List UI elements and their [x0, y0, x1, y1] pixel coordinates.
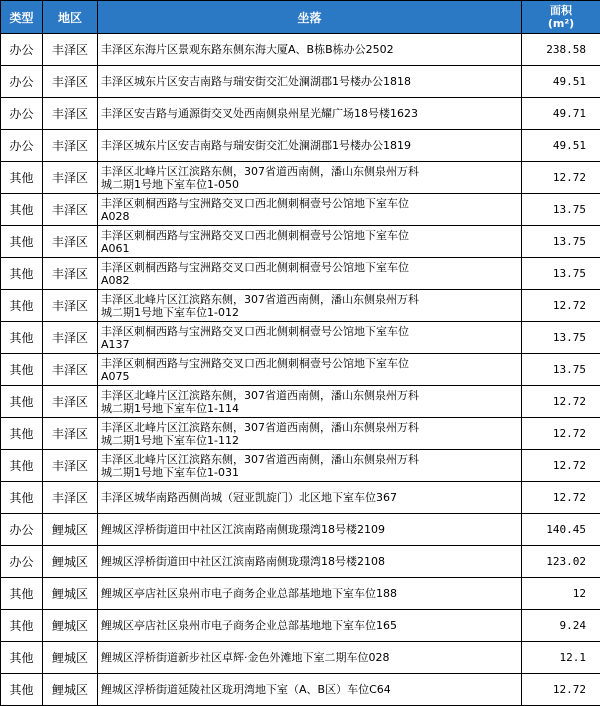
table-row — [1, 322, 600, 354]
type-cell: 其他 — [1, 322, 43, 354]
area-cell: 12.72 — [522, 386, 600, 418]
district-cell: 丰泽区 — [43, 226, 98, 258]
area-header-label: 面积 — [550, 4, 572, 17]
district-cell: 丰泽区 — [43, 482, 98, 514]
area-cell: 13.75 — [522, 194, 600, 226]
location-cell — [98, 226, 522, 258]
location-line: 丰泽区刺桐西路与宝洲路交叉口西北侧刺桐壹号公馆地下室车位 — [101, 261, 518, 274]
location-line: 鲤城区亭店社区泉州市电子商务企业总部基地地下室车位188 — [101, 587, 518, 600]
area-header — [522, 1, 600, 34]
type-cell: 其他 — [1, 642, 43, 674]
type-cell: 其他 — [1, 194, 43, 226]
location-line: 丰泽区北峰片区江滨路东侧，307省道西南侧，潘山东侧泉州万科 — [101, 389, 518, 402]
area-cell: 49.71 — [522, 98, 600, 130]
area-cell: 49.51 — [522, 130, 600, 162]
district-cell: 鲤城区 — [43, 578, 98, 610]
header-row — [1, 1, 600, 34]
type-cell: 办公 — [1, 34, 43, 66]
type-cell: 其他 — [1, 290, 43, 322]
location-line: 鲤城区浮桥街道田中社区江滨南路南侧珑璟湾18号楼2108 — [101, 555, 518, 568]
location-line: 城二期1号地下室车位1-050 — [101, 178, 518, 191]
location-cell — [98, 258, 522, 290]
location-cell — [98, 642, 522, 674]
table-row — [1, 34, 600, 66]
area-cell: 9.24 — [522, 610, 600, 642]
table-row — [1, 386, 600, 418]
type-cell: 办公 — [1, 66, 43, 98]
area-cell: 123.02 — [522, 546, 600, 578]
table-row — [1, 162, 600, 194]
type-cell: 其他 — [1, 386, 43, 418]
location-line: 鲤城区浮桥街道新步社区卓辉·金色外滩地下室二期车位028 — [101, 651, 518, 664]
location-line: 丰泽区城华南路西侧尚城（冠亚凯旋门）北区地下室车位367 — [101, 491, 518, 504]
type-cell: 其他 — [1, 482, 43, 514]
location-line: 城二期1号地下室车位1-031 — [101, 466, 518, 479]
table-row — [1, 482, 600, 514]
type-cell: 其他 — [1, 578, 43, 610]
district-cell: 鲤城区 — [43, 642, 98, 674]
district-cell: 丰泽区 — [43, 258, 98, 290]
table-row — [1, 578, 600, 610]
district-cell: 丰泽区 — [43, 354, 98, 386]
location-cell — [98, 578, 522, 610]
location-line: 丰泽区北峰片区江滨路东侧，307省道西南侧，潘山东侧泉州万科 — [101, 165, 518, 178]
location-line: 丰泽区东海片区景观东路东侧东海大厦A、B栋B栋办公2502 — [101, 43, 518, 56]
location-line: A028 — [101, 210, 518, 223]
location-cell — [98, 482, 522, 514]
location-cell — [98, 610, 522, 642]
area-cell: 12.72 — [522, 418, 600, 450]
table-row — [1, 194, 600, 226]
district-cell: 鲤城区 — [43, 546, 98, 578]
type-cell: 其他 — [1, 354, 43, 386]
type-cell: 其他 — [1, 258, 43, 290]
location-line: 鲤城区浮桥街道延陵社区珑玥湾地下室（A、B区）车位C64 — [101, 683, 518, 696]
type-cell: 其他 — [1, 418, 43, 450]
district-cell: 鲤城区 — [43, 514, 98, 546]
location-cell — [98, 66, 522, 98]
location-line: 城二期1号地下室车位1-114 — [101, 402, 518, 415]
location-cell — [98, 546, 522, 578]
area-cell: 12 — [522, 578, 600, 610]
location-cell — [98, 514, 522, 546]
district-cell: 丰泽区 — [43, 130, 98, 162]
district-cell: 丰泽区 — [43, 450, 98, 482]
location-line: 丰泽区北峰片区江滨路东侧，307省道西南侧，潘山东侧泉州万科 — [101, 421, 518, 434]
table-row — [1, 674, 600, 706]
district-cell: 丰泽区 — [43, 290, 98, 322]
table-row — [1, 610, 600, 642]
district-cell: 丰泽区 — [43, 98, 98, 130]
district-cell: 鲤城区 — [43, 674, 98, 706]
area-cell: 13.75 — [522, 258, 600, 290]
type-cell: 其他 — [1, 226, 43, 258]
district-header: 地区 — [43, 1, 98, 34]
area-cell: 12.72 — [522, 450, 600, 482]
type-cell: 办公 — [1, 546, 43, 578]
location-line: 丰泽区北峰片区江滨路东侧，307省道西南侧，潘山东侧泉州万科 — [101, 453, 518, 466]
area-cell: 13.75 — [522, 322, 600, 354]
table-row — [1, 354, 600, 386]
location-line: A061 — [101, 242, 518, 255]
type-cell: 办公 — [1, 130, 43, 162]
location-cell — [98, 130, 522, 162]
area-cell: 12.72 — [522, 674, 600, 706]
table-row — [1, 642, 600, 674]
location-header: 坐落 — [98, 1, 522, 34]
location-line: A137 — [101, 338, 518, 351]
type-cell: 其他 — [1, 162, 43, 194]
location-line: A075 — [101, 370, 518, 383]
district-cell: 丰泽区 — [43, 162, 98, 194]
location-line: 丰泽区北峰片区江滨路东侧，307省道西南侧，潘山东侧泉州万科 — [101, 293, 518, 306]
location-line: 鲤城区浮桥街道田中社区江滨南路南侧珑璟湾18号楼2109 — [101, 523, 518, 536]
location-line: 城二期1号地下室车位1-012 — [101, 306, 518, 319]
location-cell — [98, 290, 522, 322]
location-line: 丰泽区城东片区安吉南路与瑞安街交汇处澜湖郡1号楼办公1819 — [101, 139, 518, 152]
area-cell: 12.1 — [522, 642, 600, 674]
location-cell — [98, 386, 522, 418]
location-line: 城二期1号地下室车位1-112 — [101, 434, 518, 447]
area-cell: 12.72 — [522, 482, 600, 514]
location-cell — [98, 418, 522, 450]
type-cell: 其他 — [1, 674, 43, 706]
table-row — [1, 66, 600, 98]
location-line: 丰泽区刺桐西路与宝洲路交叉口西北侧刺桐壹号公馆地下室车位 — [101, 197, 518, 210]
location-line: 丰泽区安吉路与通源街交叉处西南侧泉州星光耀广场18号楼1623 — [101, 107, 518, 120]
table-row — [1, 258, 600, 290]
table-row — [1, 450, 600, 482]
location-line: A082 — [101, 274, 518, 287]
district-cell: 丰泽区 — [43, 66, 98, 98]
type-cell: 办公 — [1, 514, 43, 546]
location-cell — [98, 322, 522, 354]
location-cell — [98, 674, 522, 706]
location-line: 丰泽区刺桐西路与宝洲路交叉口西北侧刺桐壹号公馆地下室车位 — [101, 229, 518, 242]
type-cell: 其他 — [1, 610, 43, 642]
location-line: 丰泽区刺桐西路与宝洲路交叉口西北侧刺桐壹号公馆地下室车位 — [101, 325, 518, 338]
area-cell: 238.58 — [522, 34, 600, 66]
location-cell — [98, 354, 522, 386]
location-cell — [98, 162, 522, 194]
district-cell: 丰泽区 — [43, 34, 98, 66]
area-header-unit: (m²) — [548, 17, 574, 30]
area-cell: 13.75 — [522, 354, 600, 386]
area-cell: 12.72 — [522, 162, 600, 194]
table-row — [1, 130, 600, 162]
district-cell: 鲤城区 — [43, 610, 98, 642]
table-row — [1, 226, 600, 258]
table-row — [1, 514, 600, 546]
location-cell — [98, 194, 522, 226]
table-row — [1, 290, 600, 322]
area-cell: 12.72 — [522, 290, 600, 322]
district-cell: 丰泽区 — [43, 418, 98, 450]
table-row — [1, 546, 600, 578]
district-cell: 丰泽区 — [43, 194, 98, 226]
table-row — [1, 418, 600, 450]
location-line: 丰泽区刺桐西路与宝洲路交叉口西北侧刺桐壹号公馆地下室车位 — [101, 357, 518, 370]
location-line: 丰泽区城东片区安吉南路与瑞安街交汇处澜湖郡1号楼办公1818 — [101, 75, 518, 88]
area-cell: 49.51 — [522, 66, 600, 98]
type-header: 类型 — [1, 1, 43, 34]
table-body — [1, 34, 600, 706]
location-line: 鲤城区亭店社区泉州市电子商务企业总部基地地下室车位165 — [101, 619, 518, 632]
area-cell: 140.45 — [522, 514, 600, 546]
type-cell: 办公 — [1, 98, 43, 130]
location-cell — [98, 34, 522, 66]
district-cell: 丰泽区 — [43, 322, 98, 354]
type-cell: 其他 — [1, 450, 43, 482]
table-row — [1, 98, 600, 130]
area-cell: 13.75 — [522, 226, 600, 258]
location-cell — [98, 450, 522, 482]
location-cell — [98, 98, 522, 130]
district-cell: 丰泽区 — [43, 386, 98, 418]
